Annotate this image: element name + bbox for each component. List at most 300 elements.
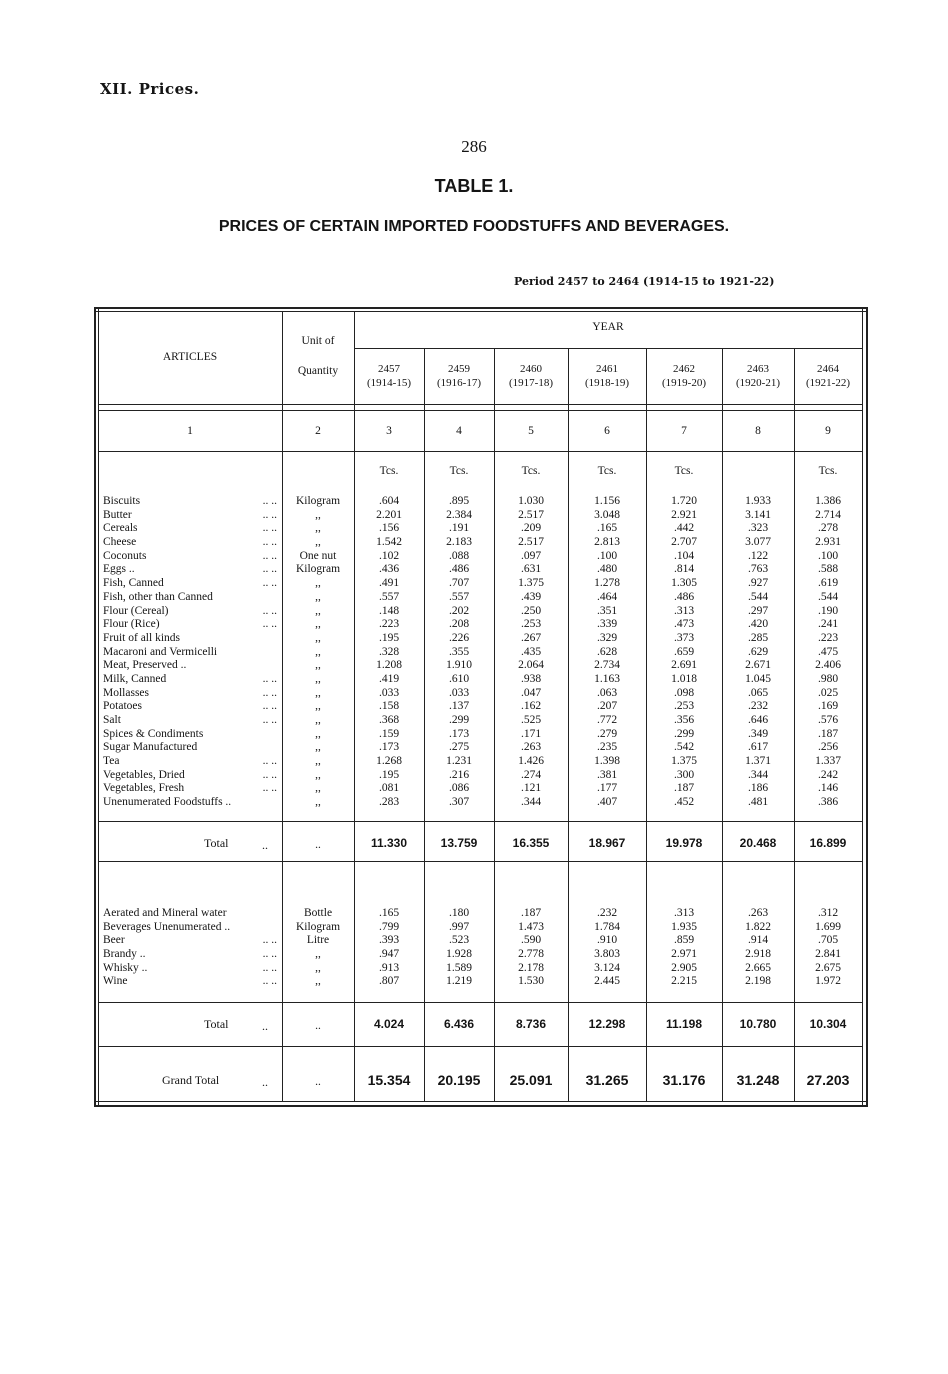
price-cell: .707	[448, 577, 470, 590]
total-cell: 31.176	[662, 1072, 706, 1088]
column-number: 4	[456, 425, 462, 437]
price-cell: 2.215	[671, 975, 697, 988]
bev-total-dots: ..	[262, 1019, 268, 1033]
article-name: Unenumerated Foodstuffs ..	[103, 796, 232, 809]
value-column	[354, 495, 424, 810]
price-cell: .187	[673, 782, 695, 795]
value-column	[794, 907, 862, 989]
price-cell: .195	[378, 768, 400, 781]
price-cell: 1.589	[446, 961, 472, 974]
price-cell: .910	[596, 934, 618, 947]
price-cell: .300	[673, 768, 695, 781]
total-cell: 12.298	[588, 1017, 626, 1031]
unit-value: ,,	[315, 590, 321, 603]
period-caption: Period 2457 to 2464 (1914-15 to 1921-22)	[514, 275, 775, 288]
price-cell: .772	[596, 714, 618, 726]
article-name: Sugar Manufactured	[103, 741, 198, 754]
price-cell: .442	[673, 522, 695, 535]
year-ce: (1920-21)	[736, 377, 780, 389]
price-cell: .171	[520, 727, 542, 740]
price-cell: 1.305	[671, 577, 697, 590]
unit-value: ,,	[315, 604, 321, 617]
unit-value: ,,	[315, 714, 321, 726]
price-cell: 1.784	[594, 920, 620, 933]
article-name: Macaroni and Vermicelli	[103, 645, 218, 658]
total-cell: 20.195	[437, 1072, 481, 1088]
section-heading: XII. Prices.	[100, 80, 200, 98]
price-cell: .102	[378, 549, 400, 562]
year-be: 2463	[747, 363, 769, 375]
value-column	[354, 907, 424, 989]
article-name: Wine .. ..	[103, 975, 277, 988]
column-number: 9	[825, 425, 831, 437]
dot-leader: .. ..	[262, 672, 277, 685]
price-cell: .491	[378, 577, 400, 590]
price-cell: .191	[448, 522, 470, 535]
price-cell: 1.278	[594, 577, 620, 590]
price-cell: .104	[673, 549, 695, 562]
price-cell: .525	[520, 714, 542, 726]
price-cell: 2.183	[446, 536, 472, 549]
foodstuffs-articles	[103, 495, 278, 810]
price-cell: .313	[673, 604, 695, 617]
price-cell: .186	[747, 782, 769, 795]
dot-leader: .. ..	[262, 522, 277, 535]
price-cell: 1.398	[594, 755, 620, 768]
column-number: 5	[528, 425, 534, 437]
unit-value: ,,	[315, 768, 321, 781]
price-cell: .173	[448, 727, 470, 740]
article-name: Flour (Rice) .. ..	[103, 618, 277, 631]
price-cell: .631	[520, 563, 542, 576]
unit-value: ,,	[315, 659, 321, 672]
dot-leader: .. ..	[262, 782, 277, 795]
article-name: Beer .. ..	[103, 934, 277, 947]
price-cell: .619	[817, 577, 839, 590]
total-cell: 31.265	[585, 1072, 629, 1088]
price-cell: .486	[673, 590, 695, 603]
price-cell: .439	[520, 590, 542, 603]
price-cell: .913	[378, 961, 400, 974]
price-cell: 2.178	[518, 961, 544, 974]
unit-value: One nut	[299, 549, 337, 562]
price-cell: .419	[378, 672, 400, 685]
price-cell: 2.707	[671, 536, 697, 549]
total-cell: 10.780	[739, 1017, 777, 1031]
price-cell: 2.921	[671, 508, 697, 521]
price-cell: 1.935	[671, 920, 697, 933]
dot-leader: .. ..	[262, 934, 277, 947]
year-ce: (1917-18)	[509, 377, 553, 389]
price-cell: 2.064	[518, 659, 544, 672]
price-cell: .356	[673, 714, 695, 726]
price-cell: 2.671	[745, 659, 771, 672]
price-cell: 2.778	[518, 948, 544, 961]
price-cell: .307	[448, 796, 470, 809]
rule-bottom	[94, 1101, 866, 1102]
beverages-units	[283, 907, 353, 989]
unit-value: ,,	[315, 961, 321, 974]
total-cell: 16.899	[809, 836, 847, 850]
article-name: Butter .. ..	[103, 508, 277, 521]
price-cell: 2.445	[594, 975, 620, 988]
year-ce: (1921-22)	[806, 377, 850, 389]
article-name: Whisky .. .. ..	[103, 961, 277, 974]
total-cell: 20.468	[739, 836, 777, 850]
price-cell: 1.426	[518, 755, 544, 768]
price-cell: 1.268	[376, 755, 402, 768]
unit-value: ,,	[315, 727, 321, 740]
dot-leader: .. ..	[262, 577, 277, 590]
article-name: Vegetables, Dried .. ..	[103, 768, 277, 781]
price-cell: .947	[378, 948, 400, 961]
header-year: YEAR	[592, 321, 624, 333]
header-unit-line2: Quantity	[297, 365, 339, 377]
unit-value: ,,	[315, 645, 321, 658]
price-cell: .763	[747, 563, 769, 576]
price-cell: 2.905	[671, 961, 697, 974]
dot-leader: .. ..	[262, 686, 277, 699]
price-cell: 2.406	[815, 659, 841, 672]
article-name: Flour (Cereal) .. ..	[103, 604, 277, 617]
price-cell: .523	[448, 934, 470, 947]
price-cell: .235	[596, 741, 618, 754]
value-column	[722, 907, 794, 989]
price-cell: .263	[520, 741, 542, 754]
unit-value: ,,	[315, 948, 321, 961]
price-cell: .047	[520, 686, 542, 699]
article-name: Fish, other than Canned	[103, 590, 213, 603]
price-cell: .065	[747, 686, 769, 699]
total-cell: 27.203	[806, 1072, 850, 1088]
unit-value: Kilogram	[295, 920, 341, 933]
rule-right-outer	[866, 307, 868, 1105]
price-cell: .223	[378, 618, 400, 631]
price-cell: 1.386	[815, 495, 841, 507]
price-cell: .393	[378, 934, 400, 947]
total-cell: 6.436	[443, 1017, 475, 1031]
bev-total-label: Total	[204, 1017, 229, 1031]
dot-leader: .. ..	[262, 495, 277, 507]
column-number: 3	[386, 425, 392, 437]
price-cell: .165	[378, 907, 400, 919]
rule-top	[96, 307, 866, 309]
dot-leader: .. ..	[262, 961, 277, 974]
price-cell: .914	[747, 934, 769, 947]
price-cell: .263	[747, 907, 769, 919]
year-ce: (1914-15)	[367, 377, 411, 389]
beverages-articles	[103, 907, 278, 989]
unit-value: ,,	[315, 686, 321, 699]
price-cell: .173	[378, 741, 400, 754]
price-cell: .148	[378, 604, 400, 617]
rule-food-total-top	[98, 821, 862, 822]
price-cell: .628	[596, 645, 618, 658]
price-cell: .165	[596, 522, 618, 535]
unit-value: Kilogram	[295, 563, 341, 576]
dot-leader: .. ..	[262, 700, 277, 713]
dot-leader: .. ..	[262, 755, 277, 768]
price-cell: .344	[747, 768, 769, 781]
price-cell: .033	[448, 686, 470, 699]
price-cell: .100	[596, 549, 618, 562]
price-cell: .312	[817, 907, 839, 919]
unit-value: ,,	[315, 577, 321, 590]
price-cell: .486	[448, 563, 470, 576]
price-cell: .381	[596, 768, 618, 781]
price-cell: 1.018	[671, 672, 697, 685]
price-cell: 1.530	[518, 975, 544, 988]
price-cell: .162	[520, 700, 542, 713]
food-total-label: Total	[204, 836, 229, 850]
price-cell: .250	[520, 604, 542, 617]
price-cell: .242	[817, 768, 839, 781]
article-name: Salt .. ..	[103, 714, 277, 726]
article-name: Cheese .. ..	[103, 536, 277, 549]
year-be: 2461	[596, 363, 618, 375]
unit-value: ,,	[315, 618, 321, 631]
price-cell: .097	[520, 549, 542, 562]
price-cell: .275	[448, 741, 470, 754]
unit-value: ,,	[315, 672, 321, 685]
price-cell: .232	[596, 907, 618, 919]
price-cell: .098	[673, 686, 695, 699]
price-cell: 2.665	[745, 961, 771, 974]
rule-food-total-bottom	[98, 861, 862, 862]
price-cell: 1.473	[518, 920, 544, 933]
year-be: 2459	[448, 363, 470, 375]
price-cell: 2.384	[446, 508, 472, 521]
grand-total-label: Grand Total	[162, 1073, 220, 1087]
price-cell: 2.198	[745, 975, 771, 988]
unit-value: ,,	[315, 536, 321, 549]
price-cell: 2.714	[815, 508, 841, 521]
price-cell: .063	[596, 686, 618, 699]
price-cell: .480	[596, 563, 618, 576]
price-cell: .190	[817, 604, 839, 617]
price-cell: .557	[378, 590, 400, 603]
price-cell: .209	[520, 522, 542, 535]
price-cell: .299	[448, 714, 470, 726]
unit-value: ,,	[315, 700, 321, 713]
price-cell: .121	[520, 782, 542, 795]
article-name: Coconuts .. ..	[103, 549, 277, 562]
price-cell: .481	[747, 796, 769, 809]
column-number: 1	[187, 425, 193, 437]
price-cell: 1.045	[745, 672, 771, 685]
price-cell: .659	[673, 645, 695, 658]
price-cell: .576	[817, 714, 839, 726]
price-cell: .351	[596, 604, 618, 617]
price-cell: .355	[448, 645, 470, 658]
article-name: Tea .. ..	[103, 755, 277, 768]
article-name: Cereals .. ..	[103, 522, 277, 535]
currency-label: Tcs.	[449, 465, 469, 477]
price-cell: 1.371	[745, 755, 771, 768]
price-cell: .473	[673, 618, 695, 631]
value-column	[424, 495, 494, 810]
price-cell: .313	[673, 907, 695, 919]
price-cell: .407	[596, 796, 618, 809]
unit-value: ,,	[315, 631, 321, 644]
price-cell: .895	[448, 495, 470, 507]
price-cell: 1.720	[671, 495, 697, 507]
dot-leader: .. ..	[262, 508, 277, 521]
rule-bottom-outer	[94, 1105, 868, 1107]
price-cell: 1.933	[745, 495, 771, 507]
value-column	[568, 907, 646, 989]
article-name: Eggs .. .. ..	[103, 563, 277, 576]
article-name: Meat, Preserved ..	[103, 659, 187, 672]
year-be: 2464	[817, 363, 839, 375]
article-name: Beverages Unenumerated ..	[103, 920, 231, 933]
column-number: 6	[604, 425, 610, 437]
price-cell: .807	[378, 975, 400, 988]
price-cell: 2.931	[815, 536, 841, 549]
price-cell: 1.030	[518, 495, 544, 507]
price-cell: .216	[448, 768, 470, 781]
foodstuffs-units	[283, 495, 353, 810]
price-cell: .980	[817, 672, 839, 685]
price-cell: .859	[673, 934, 695, 947]
article-name: Fruit of all kinds	[103, 631, 180, 644]
price-cell: 1.231	[446, 755, 472, 768]
total-cell: 18.967	[588, 836, 626, 850]
price-cell: .542	[673, 741, 695, 754]
price-cell: .368	[378, 714, 400, 726]
bev-total-unit: ..	[315, 1020, 321, 1032]
price-cell: .452	[673, 796, 695, 809]
price-cell: .420	[747, 618, 769, 631]
price-cell: .180	[448, 907, 470, 919]
price-cell: .158	[378, 700, 400, 713]
dot-leader: .. ..	[262, 714, 277, 726]
price-cell: .339	[596, 618, 618, 631]
article-name: Brandy .. .. ..	[103, 948, 277, 961]
article-name: Biscuits .. ..	[103, 495, 277, 507]
price-cell: 1.163	[594, 672, 620, 685]
value-column	[794, 495, 862, 810]
unit-value: Bottle	[303, 907, 333, 919]
price-cell: 1.699	[815, 920, 841, 933]
price-cell: 1.928	[446, 948, 472, 961]
dot-leader: .. ..	[262, 948, 277, 961]
price-cell: .604	[378, 495, 400, 507]
price-cell: .226	[448, 631, 470, 644]
total-cell: 25.091	[509, 1072, 553, 1088]
price-cell: .146	[817, 782, 839, 795]
year-be: 2457	[378, 363, 400, 375]
price-cell: 3.124	[594, 961, 620, 974]
value-column	[722, 495, 794, 810]
price-cell: .159	[378, 727, 400, 740]
article-name: Potatoes .. ..	[103, 700, 277, 713]
food-total-dots: ..	[262, 838, 268, 852]
price-cell: .435	[520, 645, 542, 658]
total-cell: 11.198	[665, 1017, 703, 1031]
rule-bev-total-bottom	[98, 1046, 862, 1047]
price-cell: 1.156	[594, 495, 620, 507]
table-label: TABLE 1.	[434, 176, 514, 196]
price-cell: .253	[673, 700, 695, 713]
price-cell: .617	[747, 741, 769, 754]
price-cell: .025	[817, 686, 839, 699]
price-cell: 3.048	[594, 508, 620, 521]
price-cell: 2.841	[815, 948, 841, 961]
dot-leader: .. ..	[262, 549, 277, 562]
unit-value: ,,	[315, 741, 321, 754]
total-cell: 31.248	[736, 1072, 780, 1088]
dot-leader: .. ..	[262, 536, 277, 549]
unit-value: Kilogram	[295, 495, 341, 507]
price-cell: 3.141	[745, 508, 771, 521]
price-cell: .557	[448, 590, 470, 603]
price-cell: .253	[520, 618, 542, 631]
dot-leader: .. ..	[262, 604, 277, 617]
unit-value: ,,	[315, 782, 321, 795]
article-name: Spices & Condiments	[103, 727, 204, 740]
price-cell: .033	[378, 686, 400, 699]
price-cell: 1.375	[518, 577, 544, 590]
value-column	[494, 495, 568, 810]
price-cell: .938	[520, 672, 542, 685]
column-number: 7	[681, 425, 687, 437]
year-be: 2462	[673, 363, 695, 375]
unit-value: ,,	[315, 522, 321, 535]
price-cell: .544	[747, 590, 769, 603]
price-cell: .283	[378, 796, 400, 809]
price-cell: .267	[520, 631, 542, 644]
rule-colnum-bottom	[98, 451, 862, 452]
price-cell: .208	[448, 618, 470, 631]
article-name: Mollasses .. ..	[103, 686, 277, 699]
price-cell: .464	[596, 590, 618, 603]
column-number: 2	[315, 425, 321, 437]
article-name: Vegetables, Fresh .. ..	[103, 782, 277, 795]
price-cell: .156	[378, 522, 400, 535]
price-cell: 2.517	[518, 508, 544, 521]
price-cell: .137	[448, 700, 470, 713]
price-cell: .475	[817, 645, 839, 658]
price-cell: 2.691	[671, 659, 697, 672]
year-ce: (1919-20)	[662, 377, 706, 389]
currency-label: Tcs.	[597, 465, 617, 477]
price-cell: 2.971	[671, 948, 697, 961]
rule-right-inner	[862, 307, 863, 1105]
dot-leader: .. ..	[262, 768, 277, 781]
price-cell: .436	[378, 563, 400, 576]
total-cell: 11.330	[370, 836, 408, 850]
dot-leader: .. ..	[262, 618, 277, 631]
price-cell: .086	[448, 782, 470, 795]
price-cell: .386	[817, 796, 839, 809]
rule-bev-total-top	[98, 1002, 862, 1003]
price-cell: .122	[747, 549, 769, 562]
column-number: 8	[755, 425, 761, 437]
dot-leader: .. ..	[262, 563, 277, 576]
price-cell: 3.077	[745, 536, 771, 549]
price-cell: 2.675	[815, 961, 841, 974]
price-cell: .373	[673, 631, 695, 644]
grand-total-unit: ..	[315, 1076, 321, 1088]
price-cell: .323	[747, 522, 769, 535]
rule-left-outer	[94, 307, 96, 1105]
price-cell: .195	[378, 631, 400, 644]
price-cell: .177	[596, 782, 618, 795]
price-cell: .241	[817, 618, 839, 631]
unit-value: ,,	[315, 796, 321, 809]
unit-value: ,,	[315, 975, 321, 988]
